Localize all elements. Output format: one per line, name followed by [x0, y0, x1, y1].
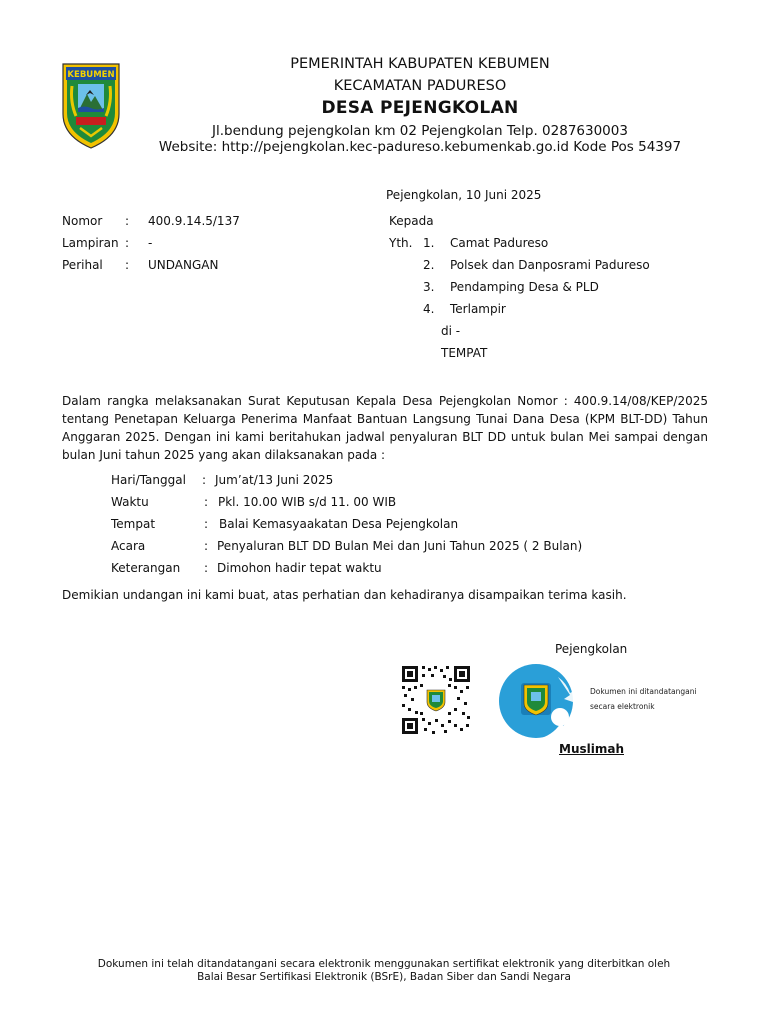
kebumen-emblem-icon — [60, 62, 122, 150]
signature-place: Pejengkolan — [555, 642, 628, 656]
footer-line2: Balai Besar Sertifikasi Elektronik (BSrE), Badan Siber dan Sandi Negara — [197, 971, 571, 983]
electronic-signature-seal — [498, 663, 708, 741]
detail-sep: : — [204, 561, 209, 575]
recipient-item: Pendamping Desa & PLD — [450, 280, 599, 294]
qr-code-icon — [402, 666, 470, 734]
meta-label-perihal: Perihal — [62, 258, 103, 272]
detail-value-note: Dimohon hadir tepat waktu — [217, 561, 382, 575]
closing-sentence: Demikian undangan ini kami buat, atas perhatian dan kehadiranya disampaikan terima kasih. — [62, 588, 627, 602]
header-website: Website: http://pejengkolan.kec-padureso.kebumenkab.go.id Kode Pos 54397 — [158, 139, 682, 155]
meta-label-lampiran: Lampiran — [62, 236, 119, 250]
detail-sep: : — [204, 495, 209, 509]
detail-label-note: Keterangan — [111, 561, 181, 575]
detail-label-time: Waktu — [111, 495, 149, 509]
header-district: KECAMATAN PADURESO — [333, 78, 507, 94]
seal-text-line2: secara elektronik — [590, 702, 655, 711]
detail-value-date: Jum’at/13 Juni 2025 — [215, 473, 334, 487]
signer-name: Muslimah — [559, 742, 624, 756]
header-village: DESA PEJENGKOLAN — [321, 98, 519, 118]
place-date: Pejengkolan, 10 Juni 2025 — [386, 188, 542, 202]
meta-value-lampiran: - — [148, 236, 153, 250]
recipient-num: 1. — [423, 236, 435, 250]
recipient-item: Camat Padureso — [450, 236, 549, 250]
recipient-num: 4. — [423, 302, 435, 316]
detail-value-event: Penyaluran BLT DD Bulan Mei dan Juni Tahun 2025 ( 2 Bulan) — [217, 539, 583, 553]
meta-sep: : — [125, 236, 130, 250]
emblem-caption: KEBUMEN — [67, 70, 115, 80]
recipient-di: di - — [441, 324, 461, 338]
detail-sep: : — [202, 473, 207, 487]
footer-line1: Dokumen ini telah ditandatangani secara elektronik menggunakan sertifikat elektronik yang diterbitkan oleh — [97, 958, 671, 970]
recipient-item: Terlampir — [450, 302, 506, 316]
recipient-item: Polsek dan Danposrami Padureso — [450, 258, 650, 272]
meta-sep: : — [125, 258, 130, 272]
detail-value-place: Balai Kemasyaakatan Desa Pejengkolan — [219, 517, 459, 531]
detail-label-date: Hari/Tanggal — [111, 473, 186, 487]
detail-label-event: Acara — [111, 539, 146, 553]
meta-sep: : — [125, 214, 130, 228]
meta-value-nomor: 400.9.14.5/137 — [148, 214, 240, 228]
header-address: Jl.bendung pejengkolan km 02 Pejengkolan Telp. 0287630003 — [212, 123, 628, 139]
detail-sep: : — [204, 517, 209, 531]
body-paragraph: Dalam rangka melaksanakan Surat Keputusan Kepala Desa Pejengkolan Nomor : 400.9.14/08/KEP/2025 tentang Penetapan Keluarga Penerima Manfaat Bantuan Langsung Tunai Dana Desa (KPM BLT-DD) Tahun Anggaran 2025. Dengan ini kami beritahukan jadwal penyaluran BLT DD untuk bulan Mei sampai dengan bulan Juni tahun 2025 yang akan dilaksanakan pada : — [62, 394, 708, 462]
meta-label-nomor: Nomor — [62, 214, 103, 228]
detail-sep: : — [204, 539, 209, 553]
detail-value-time: Pkl. 10.00 WIB s/d 11. 00 WIB — [218, 495, 397, 509]
meta-value-perihal: UNDANGAN — [148, 258, 219, 272]
seal-text-line1: Dokumen ini ditandatangani — [590, 687, 697, 696]
recipient-num: 3. — [423, 280, 435, 294]
recipient-yth: Yth. — [389, 236, 413, 250]
recipient-num: 2. — [423, 258, 435, 272]
recipient-kepada: Kepada — [389, 214, 434, 228]
detail-label-place: Tempat — [111, 517, 156, 531]
header-government: PEMERINTAH KABUPATEN KEBUMEN — [290, 56, 550, 72]
recipient-tempat: TEMPAT — [441, 346, 488, 360]
